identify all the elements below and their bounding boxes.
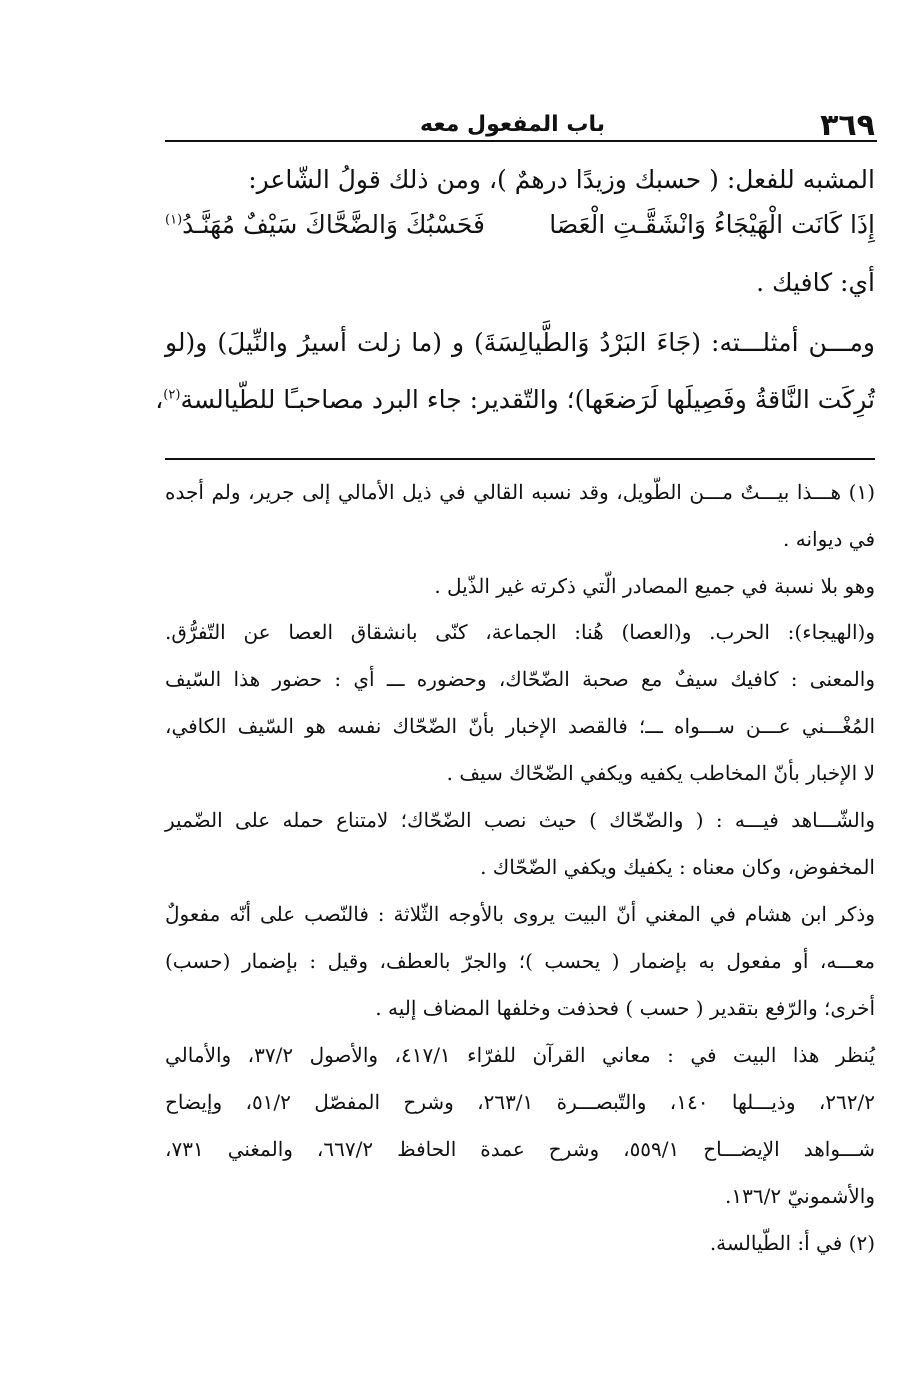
footnote-line: والمعنى : كافيك سيفٌ مع صحبة الضّحّاك، وحضوره ـــ أي : حضور هذا السّيف [165, 667, 875, 691]
footnote-line: المُغْـــني عـــن ســـواه ـــ؛ فالقصد الإخبار بأنّ الضّحّاك نفسه هو السّيف الكافي، [165, 714, 875, 738]
main-text-line [155, 385, 875, 414]
footnote-line: المخفوض، وكان معناه : يكفيك ويكفي الضّحّاك . [480, 855, 875, 879]
footnote-marker: (١) [165, 212, 183, 228]
footnote-line: شـــواهد الإيضـــاح ٥٥٩/١، وشرح عمدة الحافظ ٦٦٧/٢، والمغني ٧٣١، [165, 1137, 875, 1161]
footnote-line: وذكر ابن هشام في المغني أنّ البيت يروى بالأوجه الثّلاثة : فالنّصب على أنّه مفعولٌ [165, 902, 875, 926]
page-header [165, 108, 875, 142]
chapter-title: باب المفعول معه [419, 112, 605, 137]
footnote-line: لا الإخبار بأنّ المخاطب يكفيه ويكفي الضّحّاك سيف . [446, 761, 875, 785]
verse-second-hemistich-text: فَحَسْبُكَ وَالضَّحَّاكَ سَيْفٌ مُهَنَّـدُ [182, 210, 485, 239]
footnote-line: في ديوانه . [783, 527, 875, 551]
verse-first-hemistich: إِذَا كَانَت الْهَيْجَاءُ وَانْشَقَّـتِ الْعَصَا [549, 210, 875, 239]
footnote-line: ٢٦٢/٢، وذيـــلها ١٤٠، والتّبصـــرة ٢٦٣/١، وشرح المفصّل ٥١/٢، وإيضاح [165, 1090, 876, 1114]
footnote-line: و(الهيجاء): الحرب. و(العصا) هُنا: الجماعة، كنّى بانشقاق العصا عن التّفرُّق. [165, 620, 875, 644]
footnote-line: معـــه، أو مفعول به بإضمار ( يحسب )؛ والجرّ بالعطف، وقيل : بإضمار (حسب) [165, 949, 875, 973]
footnote-line: والشّـــاهد فيـــه : ( والضّحّاك ) حيث نصب الضّحّاك؛ لامتناع حمله على الضّمير [165, 808, 875, 832]
footnote-line: (١) هـــذا بيـــتٌ مـــن الطّويل، وقد نسبه القالي في ذيل الأمالي إلى جرير، ولم أجده [165, 480, 875, 504]
verse-second-hemistich [165, 210, 485, 239]
footnote-separator [165, 458, 875, 460]
main-text-line-body: تُرِكَت النَّاقةُ وفَصِيلَها لَرَضعَها)؛ والتّقدير: جاء البرد مصاحبـًا للطّيالسة [180, 385, 875, 414]
footnote-line: أخرى؛ والرّفع بتقدير ( حسب ) فحذفت وخلفها المضاف إليه . [375, 996, 875, 1020]
footnote-line: يُنظر هذا البيت في : معاني القرآن للفرّاء ٤١٧/١، والأصول ٣٧/٢، والأمالي [165, 1043, 875, 1067]
main-text-line: أي: كافيك . [756, 268, 875, 297]
page-number: ٣٦٩ [820, 108, 875, 143]
main-text-line: ومـــن أمثلـــته: (جَاءَ البَرْدُ وَالطَّيالِسَةَ) و (ما زلت أسيرُ والنِّيلَ) و(لو [165, 328, 875, 357]
main-text-line: المشبه للفعل: ( حسبك وزيدًا درهمٌ )، ومن ذلك قولُ الشّاعر: [248, 165, 875, 194]
poetry-verse [165, 210, 875, 250]
footnote-marker: (٢) [163, 387, 181, 403]
footnote-line: (٢) في أ: الطّيالسة. [709, 1231, 875, 1255]
footnote-line: والأشمونيّ ١٣٦/٢. [725, 1184, 875, 1208]
header-rule [165, 140, 877, 142]
footnote-line: وهو بلا نسبة في جميع المصادر الّتي ذكرته غير الذّيل . [434, 574, 875, 598]
main-text-line-tail: ، [155, 385, 164, 414]
